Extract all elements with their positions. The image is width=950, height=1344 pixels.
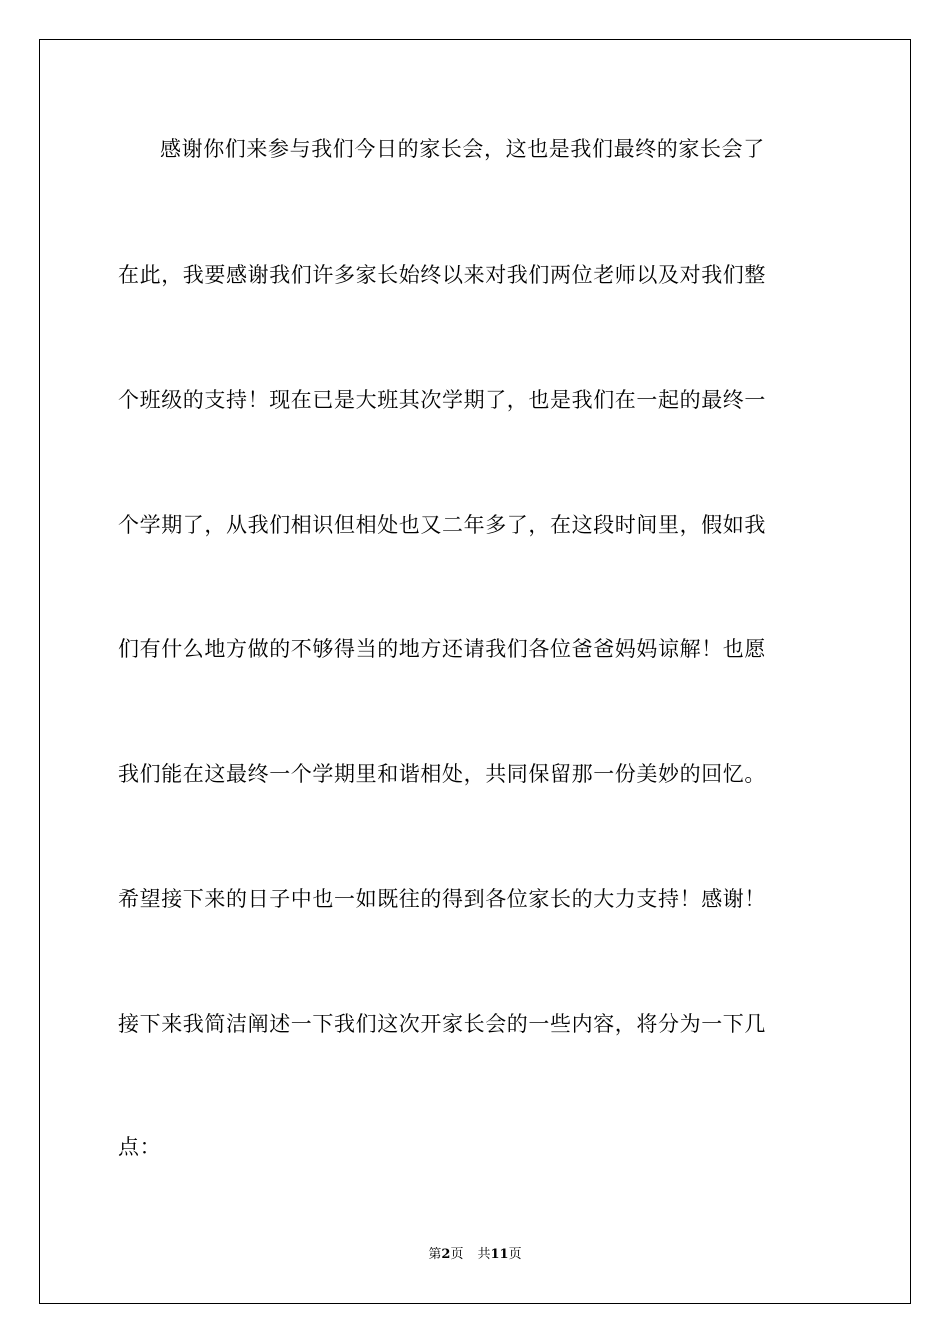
paragraph-line-9: 点： [118, 1135, 162, 1159]
paragraph-line-2: 在此，我要感谢我们许多家长始终以来对我们两位老师以及对我们整 [118, 263, 766, 287]
paragraph-line-5: 们有什么地方做的不够得当的地方还请我们各位爸爸妈妈谅解！也愿 [118, 637, 766, 661]
total-suffix: 页 [508, 1247, 522, 1262]
paragraph-line-6: 我们能在这最终一个学期里和谐相处，共同保留那一份美妙的回忆。 [118, 762, 766, 786]
paragraph-line-4: 个学期了，从我们相识但相处也又二年多了，在这段时间里，假如我 [118, 513, 766, 537]
page-prefix: 第 [428, 1247, 442, 1262]
page-border [39, 39, 911, 1304]
page-footer [0, 1246, 950, 1264]
paragraph-line-3: 个班级的支持！现在已是大班其次学期了，也是我们在一起的最终一 [118, 388, 766, 412]
page-number: 2 [441, 1247, 451, 1262]
paragraph-line-8: 接下来我简洁阐述一下我们这次开家长会的一些内容，将分为一下几 [118, 1012, 766, 1036]
paragraph-line-1: 感谢你们来参与我们今日的家长会，这也是我们最终的家长会了 [160, 137, 765, 161]
total-prefix: 共 [477, 1247, 491, 1262]
page-suffix: 页 [450, 1247, 464, 1262]
paragraph-line-7: 希望接下来的日子中也一如既往的得到各位家长的大力支持！感谢！ [118, 887, 766, 911]
total-pages: 11 [490, 1247, 509, 1262]
